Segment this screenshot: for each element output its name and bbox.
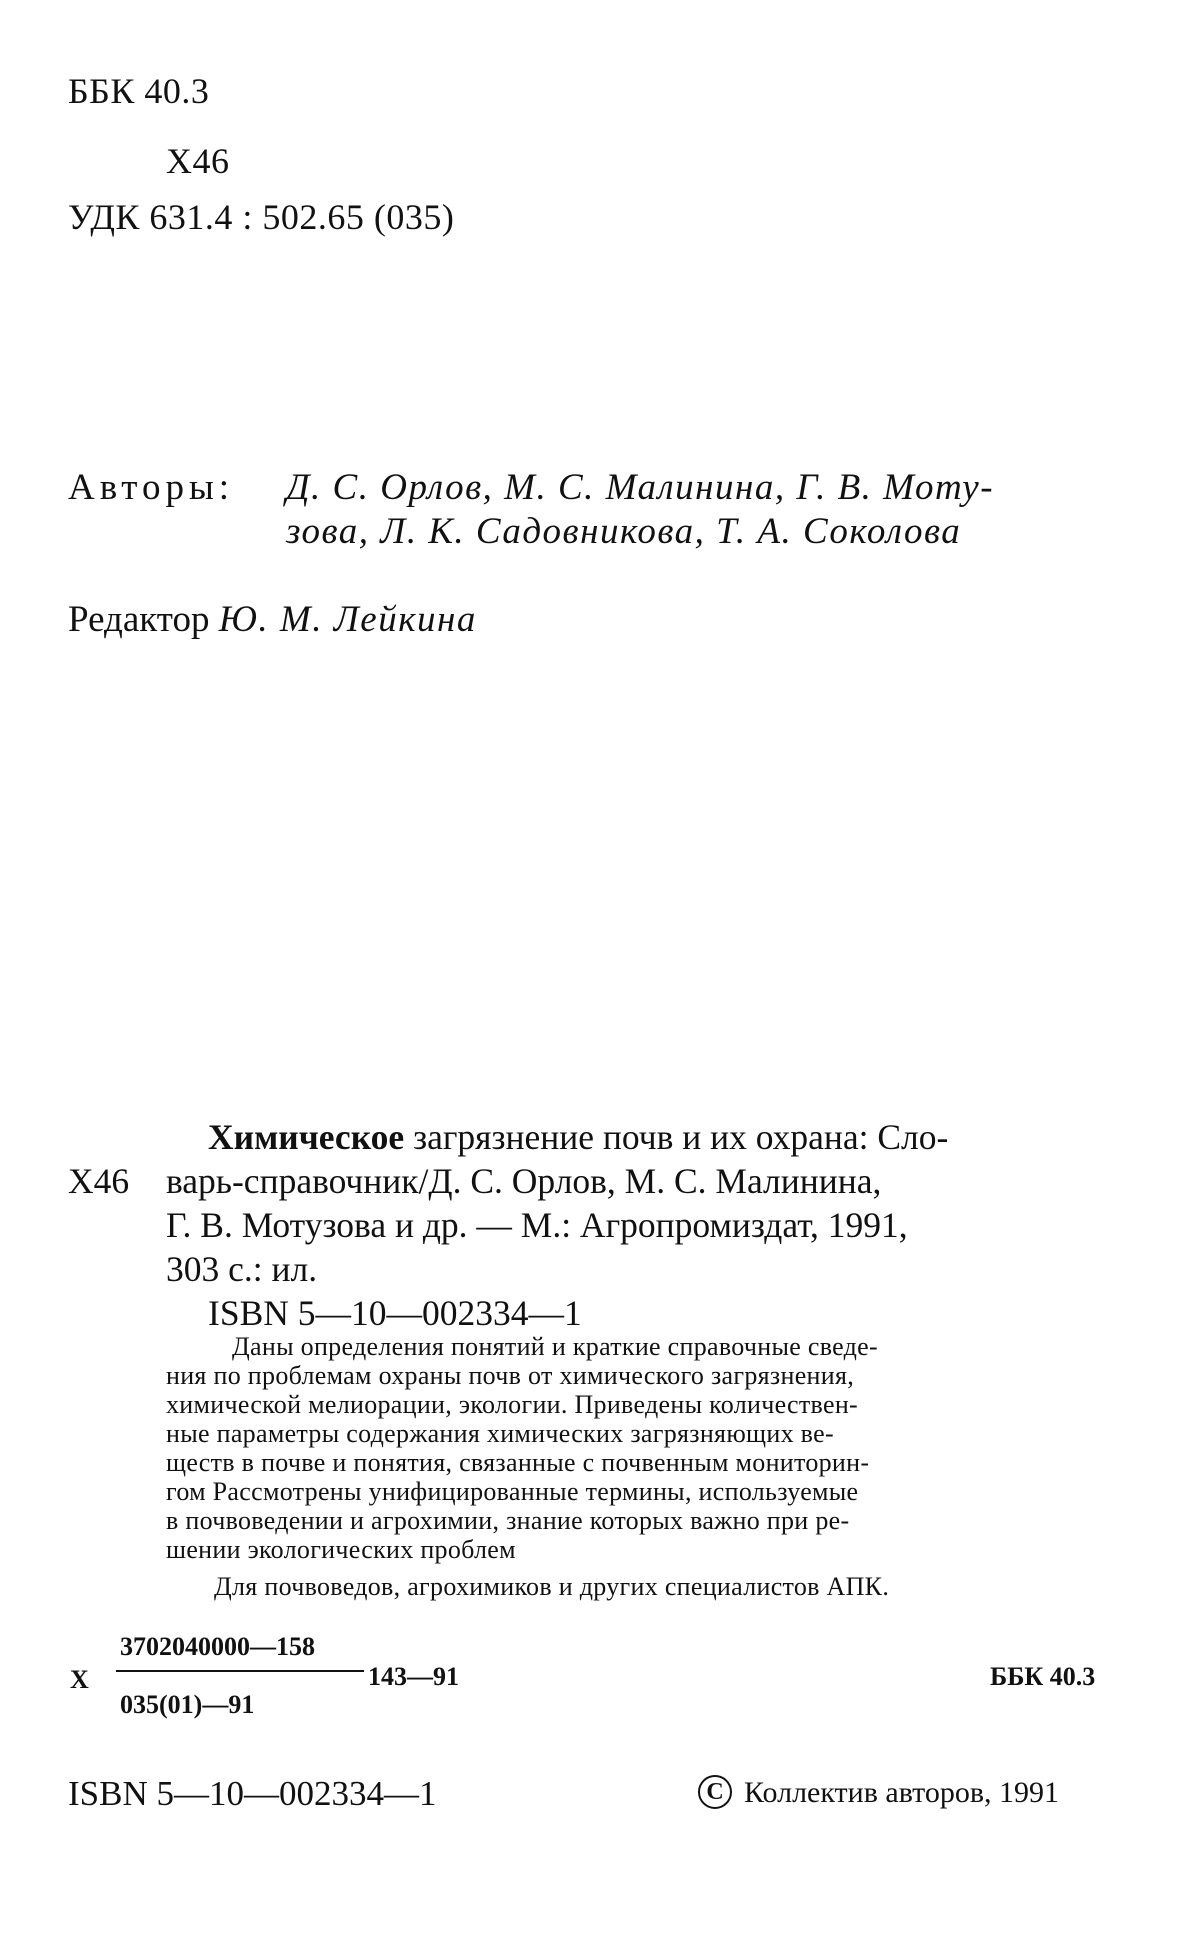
authors-line-1: Д. С. Орлов, М. С. Малинина, Г. В. Моту-: [286, 467, 995, 508]
bib-line-4: 303 с.: ил.: [166, 1249, 318, 1289]
code-letter: X: [70, 1665, 89, 1694]
annotation-line: химической мелиорации, экологии. Приведены количествен-: [166, 1390, 858, 1419]
authors-row-1: [68, 466, 234, 509]
annotation-line: гом Рассмотрены унифицированные термины, используемые: [166, 1477, 859, 1506]
authors-line-2: зова, Л. К. Садовникова, Т. А. Соколова: [286, 511, 962, 552]
annotation-line: ществ в почве и понятия, связанные с почвенным мониторин-: [166, 1448, 870, 1477]
code-denominator: 035(01)—91: [120, 1690, 255, 1719]
bib-line-2: варь-справочник/Д. С. Орлов, М. С. Малинина,: [166, 1161, 882, 1201]
code-suffix: 143—91: [368, 1662, 459, 1691]
bib-title-rest: загрязнение почв и их охрана: Сло-: [413, 1117, 949, 1157]
bib-line-1: [208, 1116, 948, 1158]
code-bbk: ББК 40.3: [990, 1662, 1096, 1691]
annotation-line: ния по проблемам охраны почв от химического загрязнения,: [166, 1361, 855, 1390]
annotation-line: Даны определения понятий и краткие справочные сведе-: [232, 1332, 878, 1361]
footer-isbn: ISBN 5—10—002334—1: [68, 1774, 437, 1813]
annotation-line: шении экологических проблем: [166, 1535, 516, 1564]
code-numerator: 3702040000—158: [120, 1632, 315, 1661]
footer-copyright: [698, 1776, 1059, 1812]
editor-row: [68, 598, 477, 641]
bib-isbn: ISBN 5—10—002334—1: [208, 1293, 582, 1333]
bib-title-bold: Химическое: [208, 1117, 405, 1157]
bib-author-sign: Х46: [68, 1161, 130, 1201]
annotation-line: в почвоведении и агрохимии, знание которых важно при ре-: [166, 1506, 850, 1535]
editor-name: Ю. М. Лейкина: [218, 599, 477, 640]
annotation-audience: Для почвоведов, агрохимиков и других специалистов АПК.: [214, 1572, 890, 1601]
authors-label: Авторы:: [68, 467, 235, 508]
annotation-line: ные параметры содержания химических загрязняющих ве-: [166, 1419, 834, 1448]
fraction-bar: [116, 1670, 364, 1672]
author-sign: Х46: [166, 141, 230, 181]
copyright-icon: C: [698, 1775, 732, 1809]
copyright-text: Коллектив авторов, 1991: [744, 1776, 1059, 1809]
editor-label: Редактор: [68, 599, 210, 640]
bib-line-3: Г. В. Мотузова и др. — М.: Агропромиздат, 1991,: [166, 1205, 908, 1245]
bbk-index: ББК 40.3: [68, 71, 210, 111]
udk-index: УДК 631.4 : 502.65 (035): [68, 197, 455, 237]
